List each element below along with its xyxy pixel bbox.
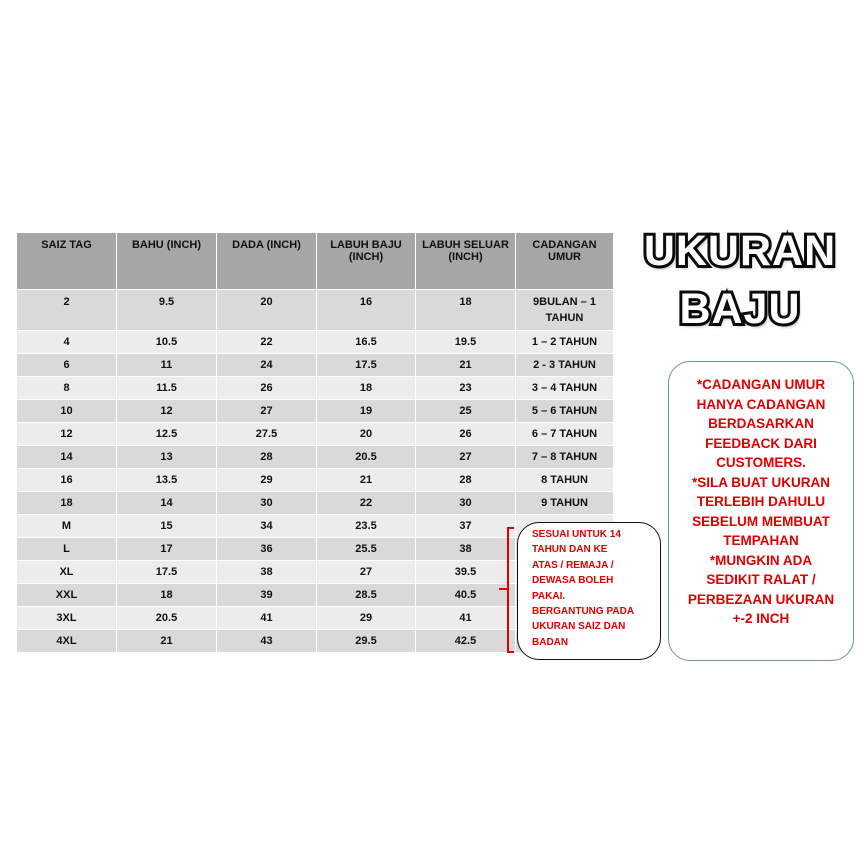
labuh-baju-cell: 16 [317, 290, 416, 331]
page-title [625, 222, 855, 338]
note-line: SEBELUM MEMBUAT [692, 513, 830, 529]
table-row [17, 354, 614, 377]
dada-cell: 34 [217, 515, 317, 538]
labuh-seluar-cell: 40.5 [416, 584, 516, 607]
dada-cell: 28 [217, 446, 317, 469]
cell-line: 2 - 3 TAHUN [533, 359, 596, 371]
labuh-baju-cell: 20 [317, 423, 416, 446]
bracket-tick [507, 527, 514, 529]
labuh-seluar-cell: 39.5 [416, 561, 516, 584]
header-labuh-seluar [416, 233, 516, 290]
saiz-tag-cell: 18 [17, 492, 117, 515]
adult-size-note [517, 522, 661, 660]
cadangan-umur-cell [516, 400, 614, 423]
labuh-baju-cell: 22 [317, 492, 416, 515]
header-line: DADA (INCH) [232, 239, 301, 251]
saiz-tag-cell: L [17, 538, 117, 561]
title-line: UKURAN [643, 227, 837, 275]
saiz-tag-cell: 2 [17, 290, 117, 331]
bahu-cell: 12.5 [117, 423, 217, 446]
labuh-seluar-cell: 38 [416, 538, 516, 561]
note-line: HANYA CADANGAN [696, 396, 826, 412]
header-saiz-tag [17, 233, 117, 290]
note-line: *CADANGAN UMUR [696, 377, 826, 392]
note-line: *MUNGKIN ADA [709, 552, 813, 568]
disclaimer-note [668, 361, 854, 661]
cadangan-umur-cell [516, 423, 614, 446]
bracket-tick [499, 588, 508, 590]
note-line: ATAS / REMAJA / [532, 559, 614, 571]
table-row [17, 423, 614, 446]
cell-line: 6 – 7 TAHUN [531, 428, 598, 440]
dada-cell: 26 [217, 377, 317, 400]
dada-cell: 43 [217, 630, 317, 653]
table-row [17, 377, 614, 400]
dada-cell: 27.5 [217, 423, 317, 446]
bahu-cell: 9.5 [117, 290, 217, 331]
dada-cell: 24 [217, 354, 317, 377]
labuh-seluar-cell: 30 [416, 492, 516, 515]
table-row [17, 331, 614, 354]
labuh-baju-cell: 23.5 [317, 515, 416, 538]
labuh-seluar-cell: 25 [416, 400, 516, 423]
note-line: DEWASA BOLEH [532, 575, 614, 587]
saiz-tag-cell: XL [17, 561, 117, 584]
labuh-baju-cell: 29.5 [317, 630, 416, 653]
labuh-seluar-cell: 23 [416, 377, 516, 400]
cell-line: TAHUN [545, 312, 584, 324]
bahu-cell: 17 [117, 538, 217, 561]
bahu-cell: 13.5 [117, 469, 217, 492]
table-row [17, 492, 614, 515]
note-line: TEMPAHAN [723, 533, 799, 548]
saiz-tag-cell: 8 [17, 377, 117, 400]
labuh-seluar-cell: 28 [416, 469, 516, 492]
labuh-seluar-cell: 19.5 [416, 331, 516, 354]
cell-line: 3 – 4 TAHUN [531, 382, 598, 394]
dada-cell: 27 [217, 400, 317, 423]
note-line: +-2 INCH [732, 611, 790, 626]
cadangan-umur-cell [516, 331, 614, 354]
saiz-tag-cell: 10 [17, 400, 117, 423]
header-line: (INCH) [448, 251, 483, 263]
header-line: (INCH) [348, 251, 384, 263]
table-header-row [17, 233, 614, 290]
cell-line: 9 TAHUN [541, 497, 588, 509]
header-labuh-baju [317, 233, 416, 290]
dada-cell: 41 [217, 607, 317, 630]
title-line: BAJU [679, 285, 801, 333]
bahu-cell: 21 [117, 630, 217, 653]
note-line: PAKAI. [532, 590, 566, 602]
labuh-baju-cell: 19 [317, 400, 416, 423]
table-row [17, 446, 614, 469]
saiz-tag-cell: 3XL [17, 607, 117, 630]
note-line: FEEDBACK DARI [705, 435, 817, 451]
cell-line: 9BULAN – 1 [533, 296, 596, 308]
cell-line: 5 – 6 TAHUN [531, 405, 598, 417]
note-line: BADAN [532, 636, 569, 648]
saiz-tag-cell: M [17, 515, 117, 538]
header-line: CADANGAN [532, 239, 597, 251]
cadangan-umur-cell [516, 354, 614, 377]
bahu-cell: 14 [117, 492, 217, 515]
note-line: UKURAN SAIZ DAN [532, 621, 626, 633]
note-line: SEDIKIT RALAT / [706, 572, 816, 587]
labuh-seluar-cell: 41 [416, 607, 516, 630]
note-line: TERLEBIH DAHULU [696, 494, 826, 509]
header-cadangan-umur [516, 233, 614, 290]
labuh-seluar-cell: 42.5 [416, 630, 516, 653]
table-row [17, 469, 614, 492]
note-line: PERBEZAAN UKURAN [687, 591, 835, 607]
bahu-cell: 18 [117, 584, 217, 607]
labuh-seluar-cell: 18 [416, 290, 516, 331]
labuh-baju-cell: 28.5 [317, 584, 416, 607]
note-line: TAHUN DAN KE [532, 544, 608, 556]
table-row [17, 290, 614, 331]
bahu-cell: 11.5 [117, 377, 217, 400]
dada-cell: 39 [217, 584, 317, 607]
bahu-cell: 20.5 [117, 607, 217, 630]
labuh-seluar-cell: 21 [416, 354, 516, 377]
saiz-tag-cell: 4 [17, 331, 117, 354]
saiz-tag-cell: 16 [17, 469, 117, 492]
labuh-seluar-cell: 37 [416, 515, 516, 538]
saiz-tag-cell: XXL [17, 584, 117, 607]
labuh-baju-cell: 21 [317, 469, 416, 492]
cell-line: 7 – 8 TAHUN [531, 451, 598, 463]
header-line: SAIZ TAG [41, 239, 92, 251]
header-dada [217, 233, 317, 290]
saiz-tag-cell: 4XL [17, 630, 117, 653]
labuh-baju-cell: 20.5 [317, 446, 416, 469]
cell-line: 1 – 2 TAHUN [531, 336, 598, 348]
cadangan-umur-cell [516, 469, 614, 492]
cadangan-umur-cell [516, 446, 614, 469]
dada-cell: 29 [217, 469, 317, 492]
saiz-tag-cell: 12 [17, 423, 117, 446]
note-line: SESUAI UNTUK 14 [532, 529, 621, 540]
bahu-cell: 10.5 [117, 331, 217, 354]
labuh-baju-cell: 16.5 [317, 331, 416, 354]
saiz-tag-cell: 6 [17, 354, 117, 377]
header-line: LABUH SELUAR [422, 239, 509, 251]
header-bahu [117, 233, 217, 290]
header-line: UMUR [548, 251, 581, 263]
header-line: LABUH BAJU [330, 239, 402, 251]
bahu-cell: 11 [117, 354, 217, 377]
labuh-baju-cell: 25.5 [317, 538, 416, 561]
dada-cell: 30 [217, 492, 317, 515]
bahu-cell: 12 [117, 400, 217, 423]
labuh-seluar-cell: 26 [416, 423, 516, 446]
saiz-tag-cell: 14 [17, 446, 117, 469]
dada-cell: 20 [217, 290, 317, 331]
dada-cell: 38 [217, 561, 317, 584]
dada-cell: 22 [217, 331, 317, 354]
note-line: *SILA BUAT UKURAN [692, 474, 830, 490]
bracket-line [507, 527, 517, 653]
dada-cell: 36 [217, 538, 317, 561]
bracket-tick [507, 651, 514, 653]
bahu-cell: 15 [117, 515, 217, 538]
labuh-seluar-cell: 27 [416, 446, 516, 469]
table-row [17, 400, 614, 423]
bahu-cell: 13 [117, 446, 217, 469]
note-line: BERDASARKAN [708, 416, 814, 431]
cadangan-umur-cell [516, 492, 614, 515]
labuh-baju-cell: 27 [317, 561, 416, 584]
header-line: BAHU (INCH) [131, 239, 202, 251]
labuh-baju-cell: 29 [317, 607, 416, 630]
note-line: BERGANTUNG PADA [532, 606, 635, 618]
note-line: CUSTOMERS. [716, 455, 806, 470]
cadangan-umur-cell [516, 377, 614, 400]
labuh-baju-cell: 17.5 [317, 354, 416, 377]
cadangan-umur-cell [516, 290, 614, 331]
labuh-baju-cell: 18 [317, 377, 416, 400]
bahu-cell: 17.5 [117, 561, 217, 584]
cell-line: 8 TAHUN [541, 474, 588, 486]
